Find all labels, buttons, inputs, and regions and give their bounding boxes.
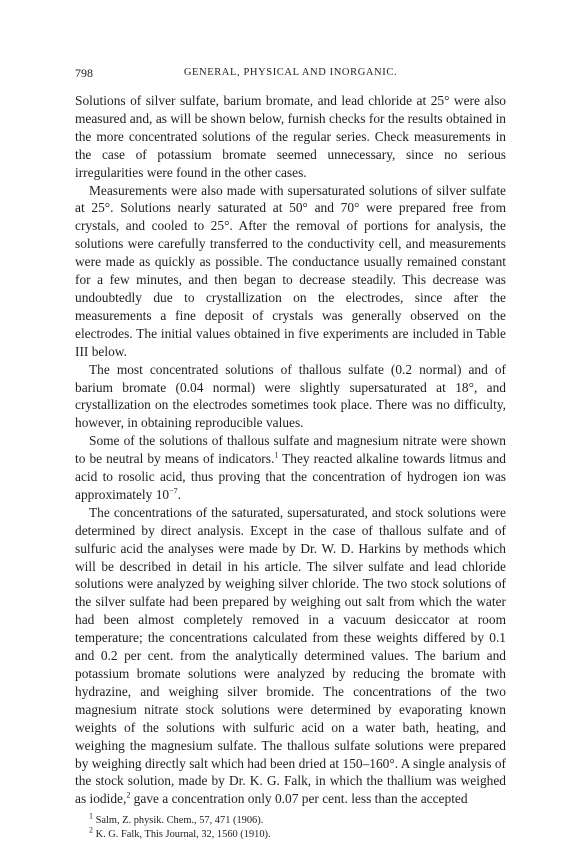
footnote-text: K. G. Falk, This Journal, 32, 1560 (1910). xyxy=(95,829,271,841)
paragraph-5-text-b: gave a concentration only 0.07 per cent. less than the accepted xyxy=(130,791,468,807)
paragraph-4-text-a: Some of the solutions of thallous sulfate and magnesium nitrate were shown to be neutral by means of indicators. xyxy=(75,433,506,467)
paragraph-3: The most concentrated solutions of thallous sulfate (0.2 normal) and of barium bromate (0.04 normal) were slightly supersaturated at 18°, and crystallization on the electrodes sometimes took place. There was no difficulty, however, in obtaining reproducible values. xyxy=(75,361,506,431)
page-number: 798 xyxy=(75,66,93,80)
footnote-1 xyxy=(75,811,506,828)
footnote-2 xyxy=(75,825,506,842)
footnote-mark: 2 xyxy=(89,825,93,835)
footnote-text: Salm, Z. physik. Chem., 57, 471 (1906). xyxy=(95,815,264,827)
running-head xyxy=(75,66,506,80)
running-title: GENERAL, PHYSICAL AND INORGANIC. xyxy=(183,67,398,78)
paragraph-4-text-b: They reacted alkaline towards litmus and acid to rosolic acid, thus proving that the concentration of hydrogen ion was approximately 10 xyxy=(75,451,506,502)
journal-page xyxy=(75,66,506,842)
paragraph-5 xyxy=(75,504,506,808)
footnote-ref-2: 2 xyxy=(126,790,131,800)
footnote-mark: 1 xyxy=(89,811,93,821)
exponent: −7 xyxy=(169,486,178,496)
paragraph-5-text-a: The concentrations of the saturated, supersaturated, and stock solutions were determined by direct analysis. Except in the case of thallous sulfate and of sulfuric acid the analyses were made by Dr. W. D. Harkins by methods which will be described in detail in his article. The silver sulfate and lead chloride solutions were analyzed by weighing silver chloride. The two stock solutions of the silver sulfate had been prepared by weighing out salt from which the water had been almost completely removed in a vacuum desiccator at room temperature; the concentrations calculated from these weights differed by 0.1 and 0.2 per cent. from the analytically determined values. The barium and potassium bromate solutions were analyzed by reducing the bromate with hydrazine, and weighing silver bromide. The concentrations of the two magnesium nitrate stock solutions were determined by evaporating known weights of the solutions with sulfuric acid on a water bath, heating, and weighing the magnesium sulfate. The thallous sulfate solutions were prepared by weighing directly salt which had been dried at 150–160°. A single analysis of the stock solution, made by Dr. K. G. Falk, in which the thallium was weighed as iodide, xyxy=(75,504,506,807)
paragraph-4 xyxy=(75,432,506,504)
paragraph-4-text-c: . xyxy=(177,486,181,502)
paragraph-2: Measurements were also made with supersaturated solutions of silver sulfate at 25°. Solutions nearly saturated at 50° and 70° were prepared free from crystals, and cooled to 25°. After the removal of portions for analysis, the solutions were carefully transferred to the conductivity cell, and measurements were made as quickly as possible. The conductance usually remained constant for a few minutes, and then began to decrease steadily. This decrease was undoubtedly due to crystallization on the electrodes, since after the measurements a fine deposit of crystals was generally observed on the electrodes. The initial values obtained in five experiments are included in Table III below. xyxy=(75,182,506,359)
footnotes xyxy=(75,811,506,842)
paragraph-1: Solutions of silver sulfate, barium bromate, and lead chloride at 25° were also measured and, as will be shown below, furnish checks for the results obtained in the more concentrated solutions of the regular series. Check measurements in the case of potassium bromate seemed unnecessary, since no serious irregularities were found in the other cases. xyxy=(75,93,506,180)
footnote-ref-1: 1 xyxy=(274,450,279,460)
